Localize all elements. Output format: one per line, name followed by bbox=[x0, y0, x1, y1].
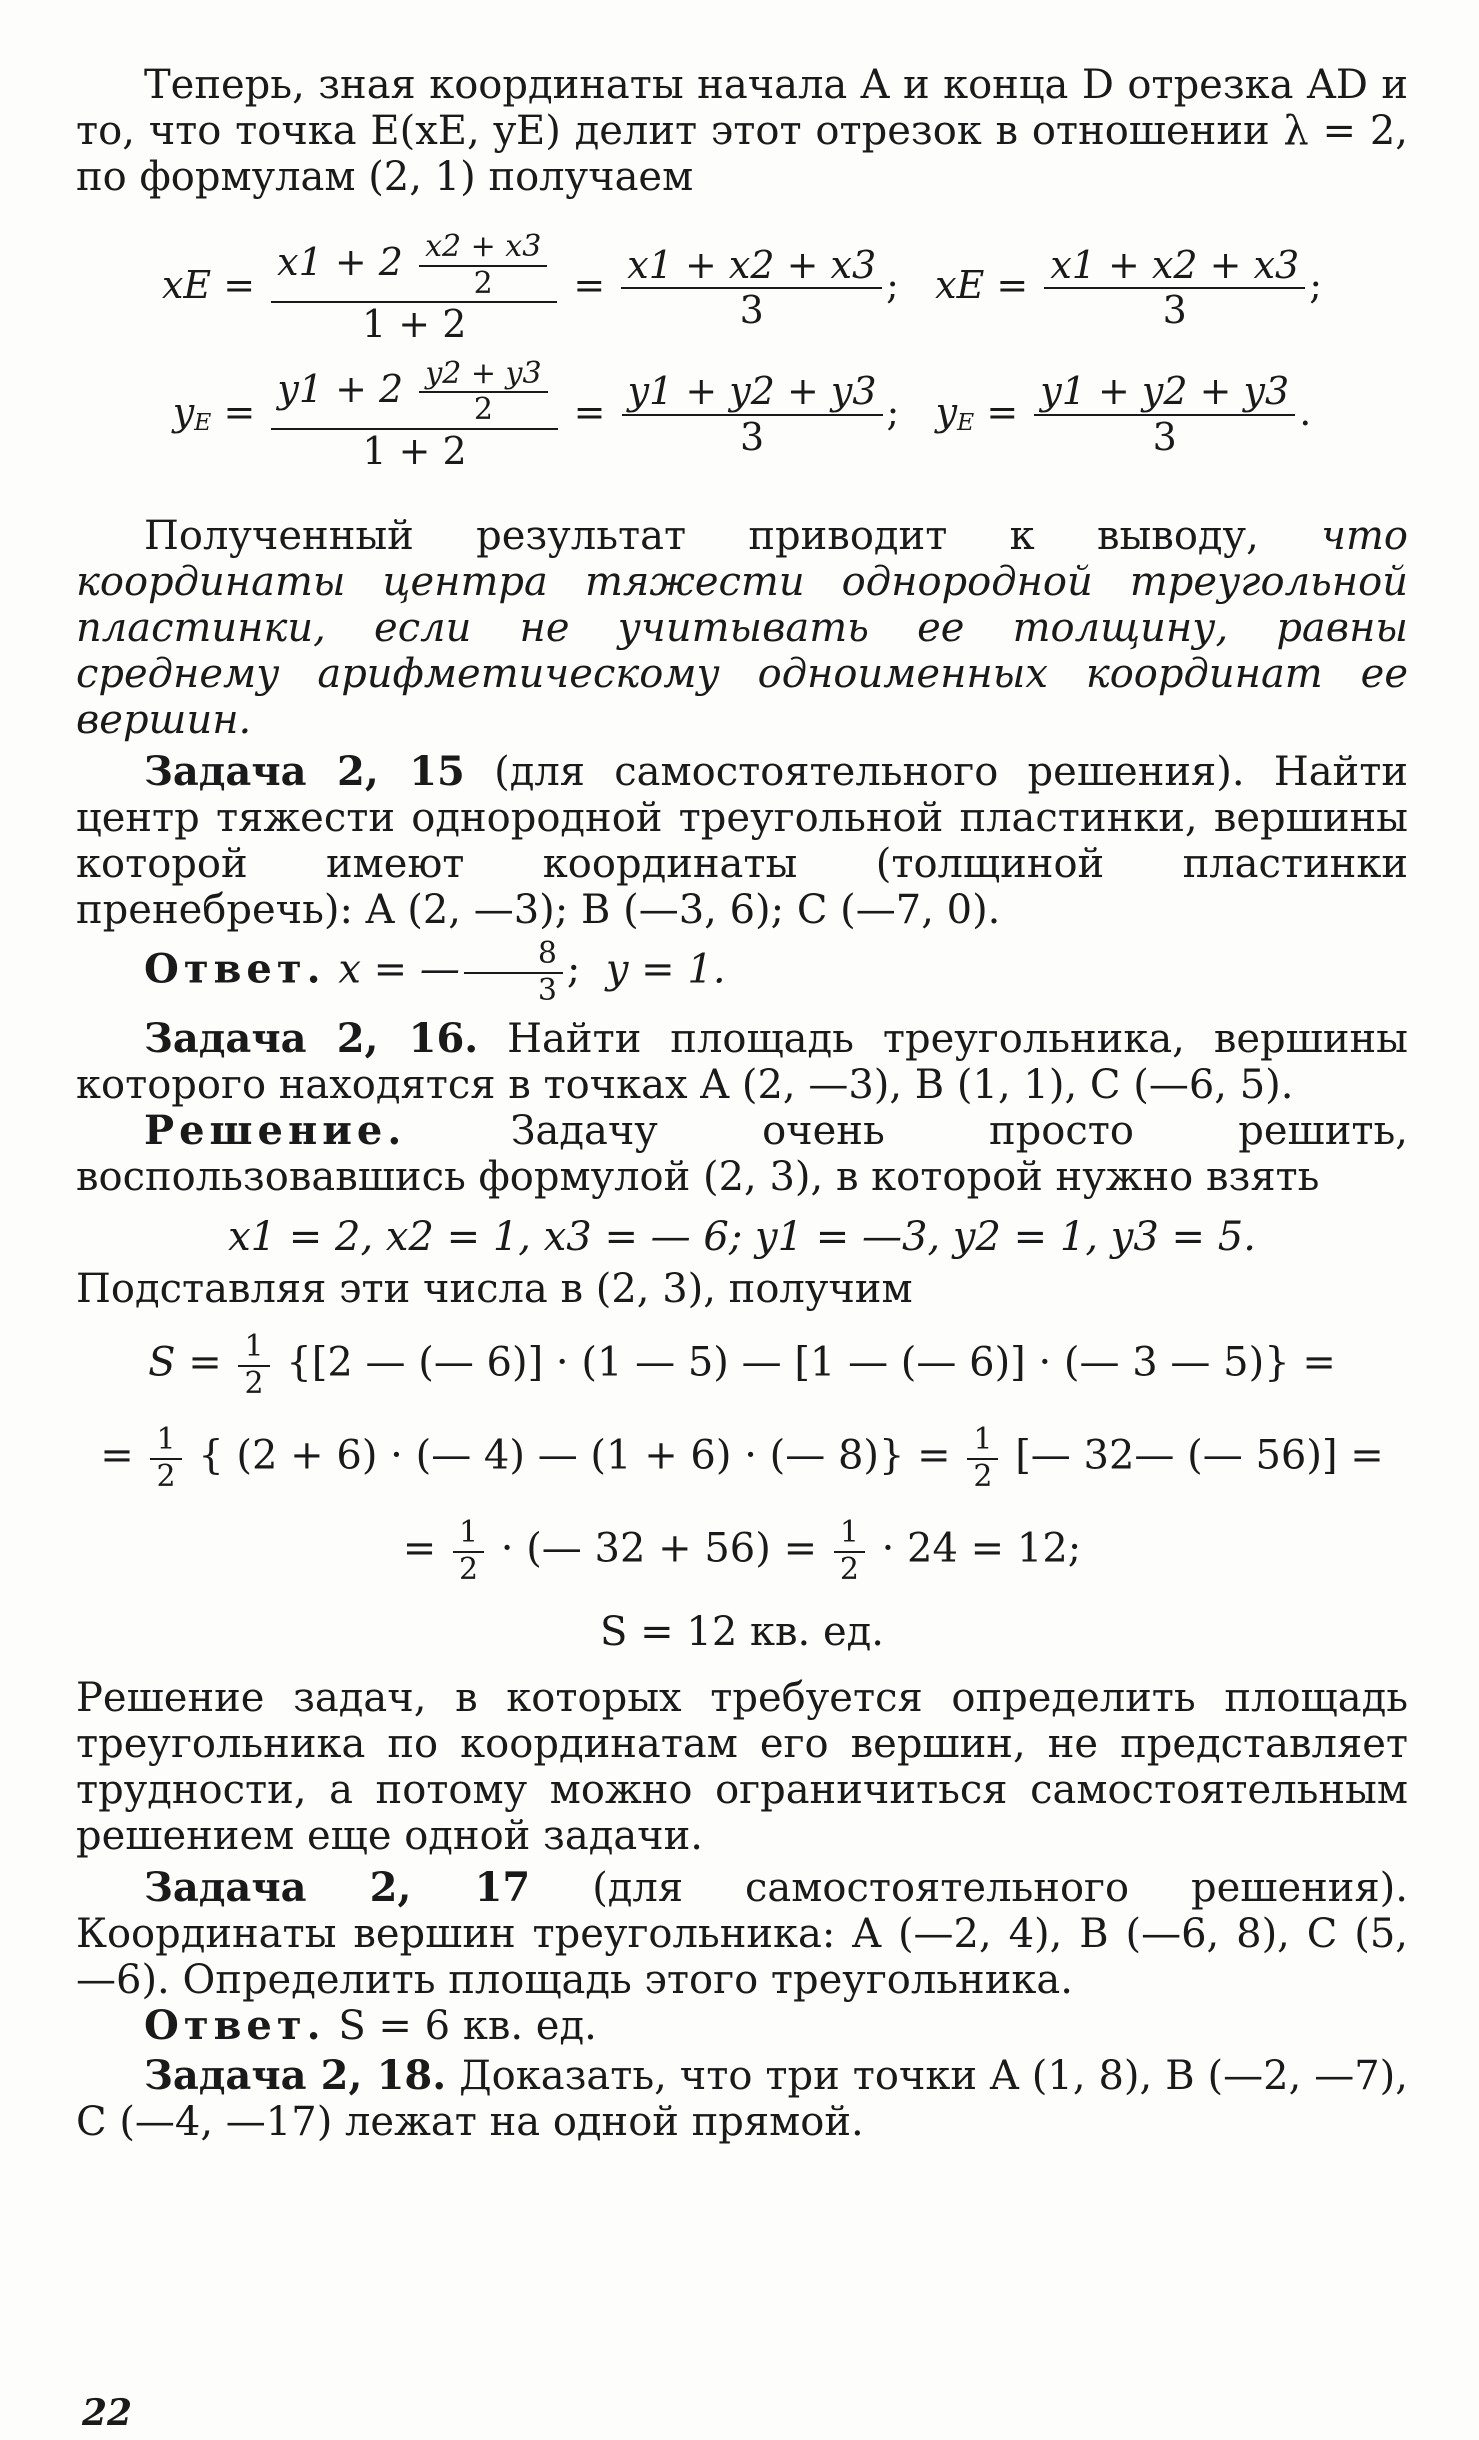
yE-mid-num: y1 + y2 + y3 bbox=[622, 370, 883, 416]
xE-formula: xE = x1 + 2 $\frac{x2 + x3}{2}$ 1 + 2 = $\frac{x1 + x2 + x3}{3}$ ; xE = $\frac{x1 + x2 + x3}{3}$ ; bbox=[161, 229, 1322, 346]
equation-line-2: = $\frac{1}{2}$ { (2 + 6) · (— 4) — (1 + 6) · (— 8)} = $\frac{1}{2}$ [— 32— (— 56)] = bbox=[100, 1422, 1384, 1494]
task-15-answer: Ответ. x = — $\frac{8}{3}$ ; y = 1. bbox=[144, 936, 726, 1008]
xE-big-fraction bbox=[271, 230, 557, 347]
eq1-text: {[2 — (— 6)] · (1 — 5) — [1 — (— 6)] · (— 3 — 5)} = bbox=[286, 1339, 1336, 1386]
task-15 bbox=[76, 749, 1408, 933]
yE-mid-den: 3 bbox=[739, 415, 765, 460]
equation-line-1: S = $\frac{1}{2}$ {[2 — (— 6)] · (1 — 5) — [1 — (— 6)] · (— 3 — 5)} = bbox=[148, 1329, 1336, 1401]
answer-x-num: 8 bbox=[464, 937, 563, 974]
task-16-solution bbox=[76, 1108, 1408, 1200]
task-17-label: Задача 2, 17 bbox=[144, 1864, 531, 1912]
equation-line-3: = $\frac{1}{2}$ · (— 32 + 56) = $\frac{1}{2}$ · 24 = 12; bbox=[402, 1515, 1082, 1587]
task-17-answer-text: S = 6 кв. ед. bbox=[338, 2003, 597, 2050]
yE-inner-num: y2 + y3 bbox=[419, 357, 547, 394]
intro-paragraph: Теперь, зная координаты начала A и конца D отрезка AD и то, что точка E(xE, yE) делит этот отрезок в отношении λ = 2, по формулам (2, 1) получаем bbox=[76, 62, 1408, 200]
task-17-text: (для самостоятельного решения). Координаты вершин треугольника: A (—2, 4), B (—6, 8), C (5, —6). Определить площадь этого треугольника. bbox=[76, 1865, 1409, 2004]
half-fraction-4: $\frac{1}{2}$ bbox=[453, 1516, 484, 1587]
task-18 bbox=[76, 2053, 1408, 2145]
remark-paragraph: Решение задач, в которых требуется определить площадь треугольника по координатам его вершин, не представляет трудности, а потому можно ограничиться самостоятельным решением еще одной задачи. bbox=[76, 1675, 1408, 1860]
xE-lhs: xE = bbox=[161, 262, 256, 307]
page-body bbox=[76, 62, 1408, 2145]
xE-inner-num: x2 + x3 bbox=[419, 230, 547, 267]
task-17-answer-label: Ответ. bbox=[144, 2002, 326, 2050]
xE-mid-fraction bbox=[621, 244, 882, 333]
task-16 bbox=[76, 1016, 1408, 1108]
yE-mid-fraction bbox=[622, 370, 883, 459]
task-17-answer bbox=[76, 2003, 1408, 2049]
xE-mid-num: x1 + x2 + x3 bbox=[621, 244, 882, 290]
yE-lhs-2: $y_E$ = bbox=[935, 389, 1019, 436]
task-17 bbox=[76, 1865, 1408, 2003]
conclusion-paragraph bbox=[76, 513, 1408, 743]
eq2b-text: [— 32— (— 56)] = bbox=[1015, 1432, 1384, 1479]
solution-text: Задачу очень просто решить, воспользовавшись формулой (2, 3), в которой нужно взять bbox=[76, 1108, 1408, 1201]
xE-mid-den: 3 bbox=[739, 288, 764, 333]
yE-inner-den: 2 bbox=[473, 392, 493, 428]
yE-formula: $y_E$ = y1 + 2 $\frac{y2 + y3}{2}$ 1 + 2 = $\frac{y1 + y2 + y3}{3}$ ; $y_E$ = $\frac{y1 + y2 + y3}{3}$ . bbox=[172, 355, 1312, 473]
task-15-text: (для самостоятельного решения). Найти центр тяжести однородной треугольной пластинки, вершины которой имеют координаты (толщиной пластинки пренебречь): A (2, —3); B (—3, 6); C (—7, 0). bbox=[76, 749, 1408, 934]
yE-right-den: 3 bbox=[1152, 415, 1177, 460]
task-18-label: Задача 2, 18. bbox=[144, 2052, 447, 2100]
xE-right-fraction bbox=[1044, 244, 1305, 333]
task-15-answer-y: y = 1. bbox=[605, 946, 726, 993]
answer-x-fraction bbox=[464, 937, 563, 1008]
task-16-label: Задача 2, 16. bbox=[144, 1015, 479, 1063]
eq3b-text: · 24 = 12; bbox=[881, 1525, 1082, 1572]
area-result: S = 12 кв. ед. bbox=[600, 1609, 884, 1656]
yE-right-num: y1 + y2 + y3 bbox=[1034, 370, 1295, 416]
xE-right-num: x1 + x2 + x3 bbox=[1044, 244, 1305, 290]
yE-big-den: 1 + 2 bbox=[362, 428, 467, 473]
substituting-line: Подставляя эти числа в (2, 3), получим bbox=[76, 1266, 913, 1313]
yE-big-fraction bbox=[271, 357, 557, 474]
half-fraction-2: $\frac{1}{2}$ bbox=[150, 1423, 181, 1494]
task-16-values: x1 = 2, x2 = 1, x3 = — 6; y1 = —3, y2 = 1, y3 = 5. bbox=[228, 1214, 1256, 1261]
xE-big-den: 1 + 2 bbox=[362, 302, 467, 346]
solution-label: Решение. bbox=[144, 1107, 407, 1155]
half-fraction-1: $\frac{1}{2}$ bbox=[238, 1330, 269, 1401]
eq2a-text: { (2 + 6) · (— 4) — (1 + 6) · (— 8)} = bbox=[198, 1432, 951, 1479]
xE-inner-fraction bbox=[419, 230, 547, 301]
eq3a-text: · (— 32 + 56) = bbox=[500, 1525, 818, 1572]
conclusion-lead: Полученный результат приводит к выводу, bbox=[144, 513, 1259, 560]
page-number: 22 bbox=[82, 2392, 133, 2434]
task-16-text: Найти площадь треугольника, вершины которого находятся в точках A (2, —3), B (1, 1), C (—6, 5). bbox=[76, 1016, 1408, 1109]
task-15-label: Задача 2, 15 bbox=[144, 748, 465, 796]
xE-lhs-2: xE = bbox=[935, 262, 1029, 307]
half-fraction-3: $\frac{1}{2}$ bbox=[967, 1423, 998, 1494]
task-18-text: Доказать, что три точки A (1, 8), B (—2, —7), C (—4, —17) лежат на одной прямой. bbox=[76, 2053, 1408, 2146]
xE-right-den: 3 bbox=[1162, 288, 1187, 333]
answer-x-den: 3 bbox=[537, 972, 557, 1008]
half-fraction-5: $\frac{1}{2}$ bbox=[834, 1516, 865, 1587]
yE-right-fraction bbox=[1034, 370, 1295, 459]
conclusion-italic: что координаты центра тяжести однородной треугольной пластинки, если не учитывать ее толщину, равны среднему арифметическому одноименных координат ее вершин. bbox=[76, 513, 1408, 744]
yE-num-left: y1 + 2 bbox=[277, 366, 404, 411]
yE-lhs: $y_E$ = bbox=[172, 389, 256, 436]
task-15-answer-label: Ответ. bbox=[144, 945, 326, 993]
xE-inner-den: 2 bbox=[473, 265, 493, 301]
yE-inner-fraction bbox=[419, 357, 547, 428]
xE-num-left: x1 + 2 bbox=[277, 240, 403, 284]
